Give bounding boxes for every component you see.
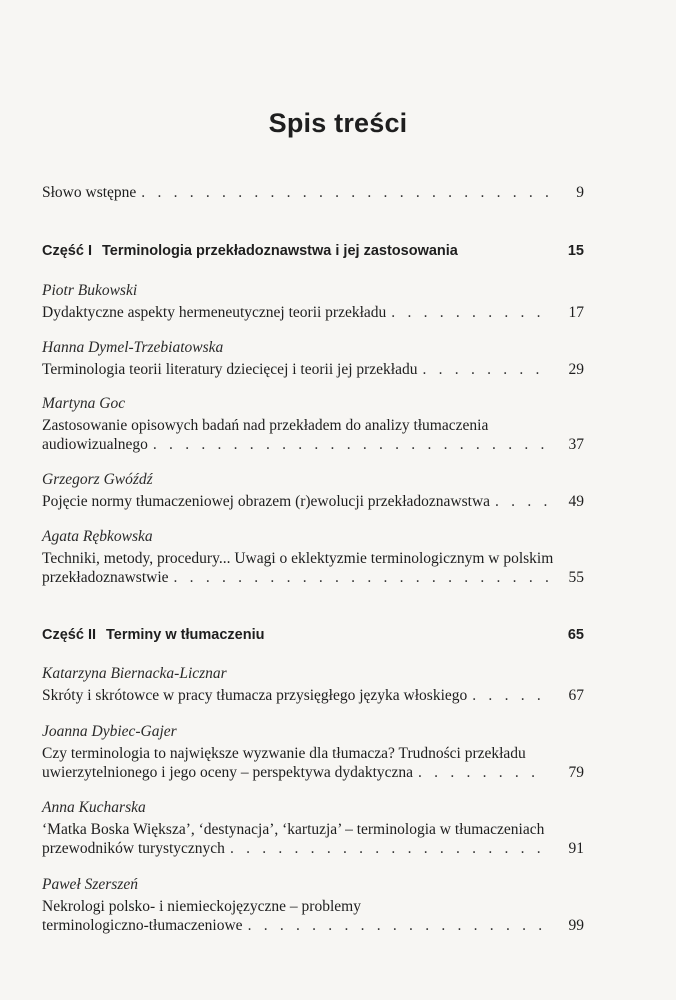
toc-entry bbox=[42, 360, 584, 379]
entry-title: uwierzytelnionego i jego oceny – perspektywa dydaktyczna bbox=[42, 764, 414, 781]
page-number: 67 bbox=[568, 687, 584, 704]
toc-entry bbox=[42, 839, 584, 858]
entry-author: Agata Rębkowska bbox=[42, 528, 153, 545]
entry-title-line: ‘Matka Boska Większa’, ‘destynacja’, ‘kartuzja’ – terminologia w tłumaczeniach bbox=[42, 821, 545, 838]
part-label: Część I bbox=[42, 243, 92, 259]
toc-entry-group bbox=[42, 470, 584, 511]
entry-author: Piotr Bukowski bbox=[42, 282, 138, 299]
entry-title: przewodników turystycznych bbox=[42, 840, 225, 857]
entry-author: Hanna Dymel-Trzebiatowska bbox=[42, 339, 224, 356]
entry-author: Martyna Goc bbox=[42, 395, 126, 412]
dot-leader bbox=[225, 839, 548, 858]
toc-entry bbox=[42, 763, 584, 782]
page-number: 9 bbox=[576, 184, 584, 201]
page-number: 15 bbox=[567, 243, 584, 259]
entry-title-line: Czy terminologia to największe wyzwanie dla tłumacza? Trudności przekładu bbox=[42, 745, 526, 762]
entry-title: przekładoznawstwie bbox=[42, 569, 169, 586]
dot-leader bbox=[243, 916, 548, 935]
entry-title: Skróty i skrótowce w pracy tłumacza przysięgłego języka włoskiego bbox=[42, 687, 468, 704]
toc-entry-group bbox=[42, 722, 584, 782]
part-heading bbox=[42, 626, 584, 645]
toc-part-2 bbox=[42, 626, 584, 645]
toc-entry-group bbox=[42, 394, 584, 454]
toc-entry bbox=[42, 435, 584, 454]
toc-entry bbox=[42, 686, 584, 705]
entry-title: Słowo wstępne bbox=[42, 184, 137, 201]
page-number: 55 bbox=[568, 569, 584, 586]
dot-leader bbox=[148, 435, 548, 454]
page-number: 17 bbox=[568, 304, 584, 321]
entry-author: Joanna Dybiec-Gajer bbox=[42, 723, 177, 740]
entry-title: Terminologia teorii literatury dziecięcej i teorii jej przekładu bbox=[42, 361, 418, 378]
dot-leader bbox=[413, 763, 548, 782]
toc-part-1 bbox=[42, 242, 584, 261]
page-number: 37 bbox=[568, 436, 584, 453]
dot-leader bbox=[490, 492, 548, 511]
entry-title-line: Nekrologi polsko- i niemieckojęzyczne – problemy bbox=[42, 898, 361, 915]
entry-title-line: Techniki, metody, procedury... Uwagi o eklektyzmie terminologicznym w polskim bbox=[42, 550, 554, 567]
toc-entry-group bbox=[42, 798, 584, 858]
dot-leader bbox=[386, 303, 548, 322]
toc-entry bbox=[42, 183, 584, 202]
page-number: 49 bbox=[568, 493, 584, 510]
part-title: Terminologia przekładoznawstwa i jej zastosowania bbox=[101, 243, 458, 259]
page-number: 79 bbox=[568, 764, 584, 781]
dot-leader bbox=[136, 183, 548, 202]
entry-title: audiowizualnego bbox=[42, 436, 148, 453]
entry-title: terminologiczno-tłumaczeniowe bbox=[42, 917, 243, 934]
page-number: 65 bbox=[567, 627, 584, 643]
toc-entry-group bbox=[42, 338, 584, 379]
toc-entry bbox=[42, 303, 584, 322]
page-title: Spis treści bbox=[268, 108, 408, 138]
dot-leader bbox=[467, 686, 548, 705]
toc-entry-group bbox=[42, 527, 584, 587]
page-number: 99 bbox=[568, 917, 584, 934]
toc-entry-group bbox=[42, 664, 584, 705]
entry-title: Pojęcie normy tłumaczeniowej obrazem (r)ewolucji przekładoznawstwa bbox=[42, 493, 491, 510]
entry-title: Dydaktyczne aspekty hermeneutycznej teorii przekładu bbox=[42, 304, 387, 321]
part-label: Część II bbox=[42, 627, 96, 643]
page-number: 91 bbox=[568, 840, 584, 857]
entry-author: Anna Kucharska bbox=[42, 799, 146, 816]
toc-entry bbox=[42, 568, 584, 587]
toc-entry bbox=[42, 916, 584, 935]
toc-foreword bbox=[42, 183, 584, 202]
toc-entry bbox=[42, 492, 584, 511]
dot-leader bbox=[418, 360, 549, 379]
toc-entry-group bbox=[42, 875, 584, 935]
part-heading bbox=[42, 242, 584, 261]
dot-leader bbox=[169, 568, 548, 587]
part-title: Terminy w tłumaczeniu bbox=[106, 627, 265, 643]
page-number: 29 bbox=[568, 361, 584, 378]
entry-author: Paweł Szerszeń bbox=[42, 876, 139, 893]
entry-author: Katarzyna Biernacka-Licznar bbox=[42, 665, 227, 682]
entry-title-line: Zastosowanie opisowych badań nad przekładem do analizy tłumaczenia bbox=[42, 417, 489, 434]
entry-author: Grzegorz Gwóźdź bbox=[42, 471, 153, 488]
toc-entry-group bbox=[42, 281, 584, 322]
